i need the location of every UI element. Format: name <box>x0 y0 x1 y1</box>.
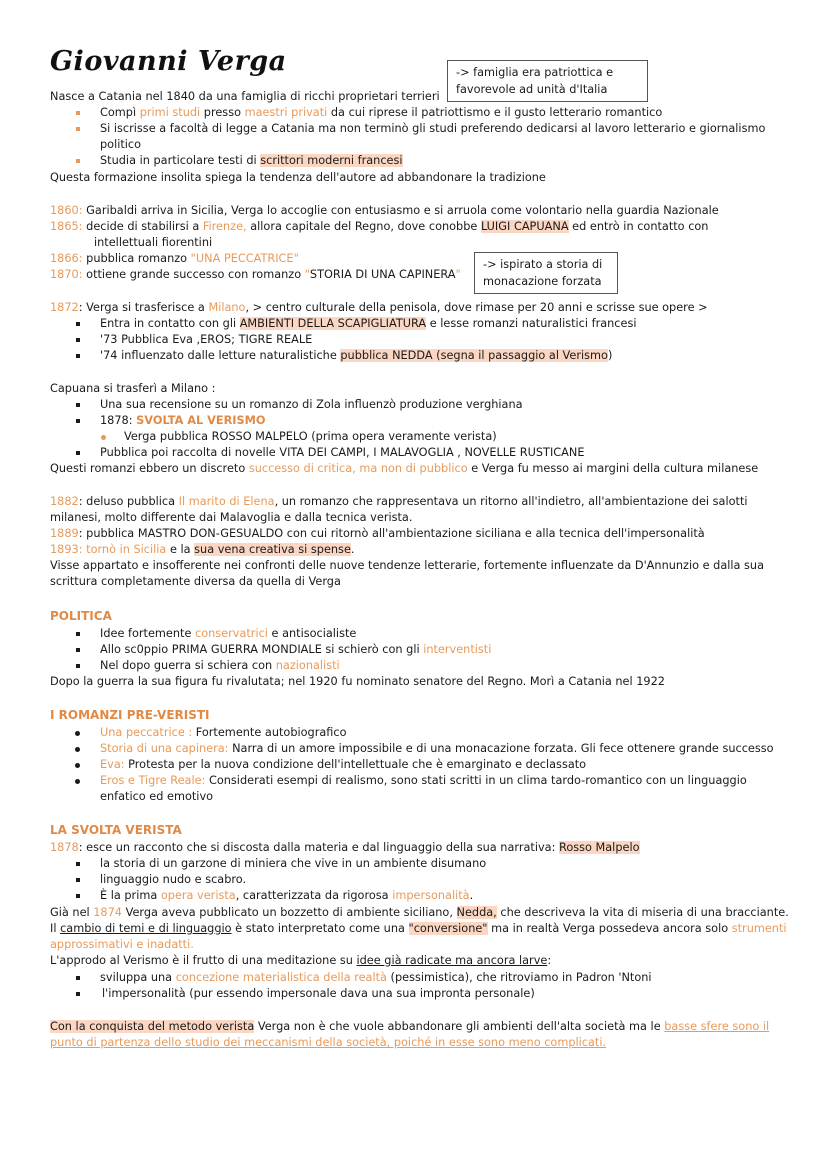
svolta-bullet-4: sviluppa una concezione materialistica della realtà (pessimistica), che ritroviamo in Padron 'Ntoni <box>100 971 652 984</box>
edu-bullet-3: Studia in particolare testi di scrittori moderni francesi <box>100 154 403 167</box>
note-line: monacazione forzata <box>483 275 602 288</box>
edu-bullet-2: Si iscrisse a facoltà di legge a Catania ma non terminò gli studi preferendo dedicarsi al lavoro letterario e giornalismo <box>100 122 766 135</box>
later-visse: Visse appartato e insofferente nei confronti delle nuove tendenze letterarie, fortemente influenzate da D'Annunzio e dalla sua <box>50 559 765 572</box>
milano-bullet-3: '74 influenzato dalle letture naturalistiche pubblica NEDDA (segna il passaggio al Verismo) <box>100 349 613 362</box>
bullet-icon <box>76 976 80 980</box>
later-1882-cont: milanesi, molto differente dai Malavoglia e dalla tecnica verista. <box>50 511 413 524</box>
bullet-icon <box>76 127 80 131</box>
timeline-1865-cont: intellettuali fiorentini <box>94 236 213 249</box>
note-box-famiglia <box>447 60 648 102</box>
politica-bullet-3: Nel dopo guerra si schiera con nazionalisti <box>100 659 340 672</box>
edu-conclusion: Questa formazione insolita spiega la tendenza dell'autore ad abbandonare la tradizione <box>50 171 546 184</box>
svolta-1874: Già nel 1874 Verga aveva pubblicato un bozzetto di ambiente siciliano, Nedda, che descriveva la vita di miseria di una bracciante. <box>50 906 789 919</box>
capuana-bullet-2: 1878: SVOLTA AL VERISMO <box>100 414 266 427</box>
svolta-bullet-2: linguaggio nudo e scabro. <box>100 873 247 886</box>
capuana-intro: Capuana si trasferì a Milano : <box>50 382 216 395</box>
preveristi-bullet-1: Una peccatrice : Fortemente autobiografico <box>100 726 347 739</box>
capuana-conclusion: Questi romanzi ebbero un discreto successo di critica, ma non di pubblico e Verga fu messo ai margini della cultura milanese <box>50 462 759 475</box>
timeline-1872: 1872: Verga si trasferisce a Milano, > centro culturale della penisola, dove rimase per 20 anni e scrisse sue opere > <box>50 301 708 314</box>
note-box-capinera <box>474 252 618 294</box>
bullet-icon <box>76 419 80 423</box>
section-heading-preveristi: I ROMANZI PRE-VERISTI <box>50 708 210 722</box>
bullet-icon <box>76 648 80 652</box>
bullet-icon <box>75 747 80 752</box>
later-1889: 1889: pubblica MASTRO DON-GESUALDO con cui ritornò all'ambientazione siciliana e alla tecnica dell'impersonalità <box>50 527 705 540</box>
bullet-icon <box>101 435 106 440</box>
timeline-1870: 1870: ottiene grande successo con romanzo "STORIA DI UNA CAPINERA" <box>50 268 461 281</box>
page-title: Giovanni Verga <box>50 46 287 77</box>
milano-bullet-1: Entra in contatto con gli AMBIENTI DELLA SCAPIGLIATURA e lesse romanzi naturalistici francesi <box>100 317 637 330</box>
svolta-bullet-3: È la prima opera verista, caratterizzata da rigorosa impersonalità. <box>100 889 474 902</box>
preveristi-bullet-4-cont: enfatico ed emotivo <box>100 790 214 803</box>
politica-bullet-2: Allo sc0ppio PRIMA GUERRA MONDIALE si schierò con gli interventisti <box>100 643 492 656</box>
bullet-icon <box>76 451 80 455</box>
edu-bullet-1: Compì primi studi presso maestri privati da cui riprese il patriottismo e il gusto letterario romantico <box>100 106 663 119</box>
bullet-icon <box>75 731 80 736</box>
section-heading-politica: POLITICA <box>50 609 112 623</box>
timeline-1860: 1860: Garibaldi arriva in Sicilia, Verga lo accoglie con entusiasmo e si arruola come volontario nella guardia Nazionale <box>50 204 719 217</box>
timeline-1865: 1865: decide di stabilirsi a Firenze, allora capitale del Regno, dove conobbe LUIGI CAPUANA ed entrò in contatto con <box>50 220 709 233</box>
bullet-icon <box>76 111 80 115</box>
bullet-icon <box>75 779 80 784</box>
capuana-bullet-3: Pubblica poi raccolta di novelle VITA DEI CAMPI, I MALAVOGLIA , NOVELLE RUSTICANE <box>100 446 585 459</box>
milano-bullet-2: '73 Pubblica Eva ,EROS; TIGRE REALE <box>100 333 313 346</box>
bullet-icon <box>76 632 80 636</box>
preveristi-bullet-3: Eva: Protesta per la nuova condizione dell'intellettuale che è emarginato e declassato <box>100 758 587 771</box>
later-1882: 1882: deluso pubblica Il marito di Elena, un romanzo che rappresentava un ritorno all'indietro, all'ambientazione dei salotti <box>50 495 748 508</box>
bullet-icon <box>76 322 80 326</box>
preveristi-bullet-2: Storia di una capinera: Narra di un amore impossibile e di una monacazione forzata. Gli fece ottenere grande successo <box>100 742 774 755</box>
edu-bullet-2-cont: politico <box>100 138 142 151</box>
svolta-1878: 1878: esce un racconto che si discosta dalla materia e dal linguaggio della sua narrativa: Rosso Malpelo <box>50 841 640 854</box>
bullet-icon <box>76 354 80 358</box>
preveristi-bullet-4: Eros e Tigre Reale: Considerati esempi di realismo, sono stati scritti in un clima tardo-romantico con un linguaggio <box>100 774 747 787</box>
section-heading-svolta: LA SVOLTA VERISTA <box>50 823 182 837</box>
bullet-icon <box>75 763 80 768</box>
note-line: -> famiglia era patriottica e <box>456 66 614 79</box>
bullet-icon <box>76 403 80 407</box>
capuana-bullet-1: Una sua recensione su un romanzo di Zola influenzò produzione verghiana <box>100 398 523 411</box>
capuana-sub-bullet: Verga pubblica ROSSO MALPELO (prima opera veramente verista) <box>124 430 497 443</box>
bullet-icon <box>76 862 80 866</box>
politica-bullet-1: Idee fortemente conservatrici e antisocialiste <box>100 627 357 640</box>
later-1893: 1893: tornò in Sicilia e la sua vena creativa si spense. <box>50 543 355 556</box>
bullet-icon <box>76 894 80 898</box>
note-line: favorevole ad unità d'Italia <box>456 83 608 96</box>
svolta-bullet-5: l'impersonalità (pur essendo impersonale dava una sua impronta personale) <box>102 987 535 1000</box>
intro-text: Nasce a Catania nel 1840 da una famiglia di ricchi proprietari terrieri <box>50 90 440 103</box>
svolta-approdo: L'approdo al Verismo è il frutto di una meditazione su idee già radicate ma ancora larve: <box>50 954 552 967</box>
svolta-conclusion-cont: punto di partenza dello studio dei meccanismi della società, poiché in esse sono meno complicati. <box>50 1036 607 1049</box>
svolta-conclusion: Con la conquista del metodo verista Verga non è che vuole abbandonare gli ambienti dell'alta società ma le basse sfere sono il <box>50 1020 770 1033</box>
svolta-bullet-1: la storia di un garzone di miniera che vive in un ambiente disumano <box>100 857 487 870</box>
bullet-icon <box>76 992 80 996</box>
bullet-icon <box>76 159 80 163</box>
later-visse-cont: scrittura completamente diversa da quella di Verga <box>50 575 341 588</box>
svolta-conversione: Il cambio di temi e di linguaggio è stato interpretato come una "conversione" ma in realtà Verga possedeva ancora solo strumenti <box>50 922 787 935</box>
bullet-icon <box>76 878 80 882</box>
note-line: -> ispirato a storia di <box>483 258 603 271</box>
politica-conclusion: Dopo la guerra la sua figura fu rivalutata; nel 1920 fu nominato senatore del Regno. Morì a Catania nel 1922 <box>50 675 665 688</box>
bullet-icon <box>76 664 80 668</box>
bullet-icon <box>76 338 80 342</box>
svolta-conversione-cont: approssimativi e inadatti. <box>50 938 194 951</box>
timeline-1866: 1866: pubblica romanzo "UNA PECCATRICE" <box>50 252 299 265</box>
